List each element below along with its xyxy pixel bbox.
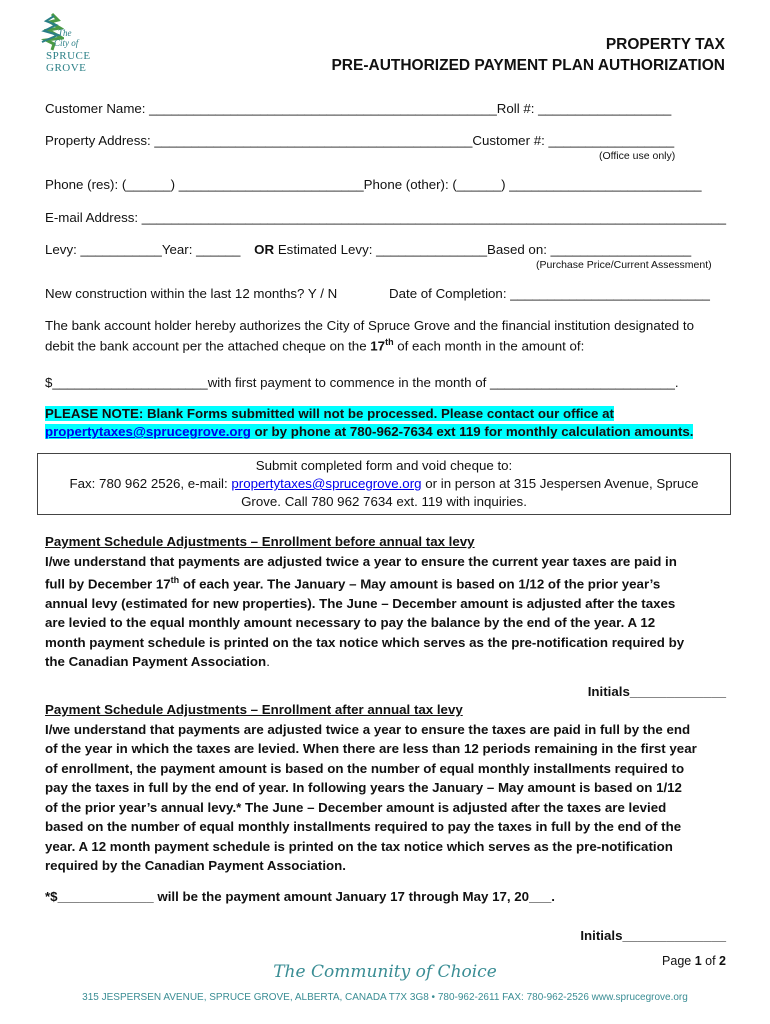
section-before-line2-start: full by December 17 <box>45 576 171 592</box>
section-before-line4: are levied to the equal monthly amount necessary to pay the balance by the end of the year. A 12 <box>45 615 656 631</box>
city-logo <box>40 12 96 76</box>
footer-address: 315 JESPERSEN AVENUE, SPRUCE GROVE, ALBERTA, CANADA T7X 3G8 • 780-962-2611 FAX: 780-962-2526 www.sprucegrove.org <box>82 992 688 1003</box>
levy-year-field[interactable]: Levy: ___________Year: ______ <box>45 242 241 257</box>
authorization-line2-end: of each month in the amount of: <box>393 338 585 354</box>
section-after-levy <box>45 700 729 876</box>
section-before-levy <box>45 532 729 672</box>
section-before-line2-sup: th <box>170 575 180 585</box>
title-property-tax: PROPERTY TAX <box>605 36 725 53</box>
section-before-line3: annual levy (estimated for new properties). The June – December amount is adjusted after the taxes <box>45 595 676 611</box>
please-note-line1: PLEASE NOTE: Blank Forms submitted will not be processed. Please contact our office at <box>45 406 614 421</box>
section-before-line5: month payment schedule is printed on the tax notice which serves as the pre-notification required by <box>45 634 685 650</box>
section-after-line2: of the year in which the taxes are levied. When there are less than 12 periods remaining in the first year <box>45 741 697 756</box>
footer-slogan: The Community of Choice <box>273 962 497 982</box>
section-after-line8: required by the Canadian Payment Association. <box>45 858 346 873</box>
page-label: Page <box>662 954 695 968</box>
section-before-line6-text: the Canadian Payment Association <box>45 654 267 670</box>
please-note <box>45 405 725 441</box>
section-after-line6: based on the number of equal monthly installments required to pay the taxes in full by the end of the <box>45 819 682 834</box>
section-after-line4: pay the taxes in full by the end of year. In following years the January – May amount is based on 1/12 <box>45 780 682 795</box>
page-total: 2 <box>719 954 726 968</box>
authorization-line1: The bank account holder hereby authorizes the City of Spruce Grove and the financial institution designated to <box>45 318 694 333</box>
logo-grove: GROVE <box>46 62 87 74</box>
page-current: 1 <box>694 954 702 968</box>
estimated-levy-field[interactable]: Estimated Levy: _______________Based on: ___________________ <box>277 242 692 257</box>
email-field[interactable]: E-mail Address: _______________________________________________________________________________ <box>45 210 727 225</box>
logo-the: The <box>58 28 72 38</box>
submit-line1: Submit completed form and void cheque to: <box>255 458 513 473</box>
customer-name-field[interactable]: Customer Name: _______________________________________________Roll #: __________________ <box>45 101 672 116</box>
initials-field-1[interactable]: Initials_____________ <box>587 684 726 699</box>
section-before-line2-end: of each year. The January – May amount is based on 1/12 of the prior year’s <box>179 576 661 592</box>
debit-day: 17 <box>370 338 386 354</box>
section-after-line7: year. A 12 month payment schedule is printed on the tax notice which serves as the pre-notification <box>45 838 673 854</box>
authorization-line2-start: debit the bank account per the attached cheque on the <box>45 338 371 354</box>
completion-date-field[interactable]: Date of Completion: ___________________________ <box>389 286 710 301</box>
section-after-heading: Payment Schedule Adjustments – Enrollment after annual tax levy <box>45 702 463 717</box>
phone-field[interactable]: Phone (res): (______) _________________________Phone (other): (______) __________________________ <box>45 177 702 192</box>
section-after-line3: of enrollment, the payment amount is based on the number of equal monthly installments required to <box>45 760 685 776</box>
levy-row[interactable] <box>45 242 691 257</box>
section-before-line6 <box>45 652 729 672</box>
please-note-line2: or by phone at 780-962-7634 ext 119 for monthly calculation amounts. <box>250 424 694 439</box>
initials-field-2[interactable]: Initials______________ <box>580 928 726 943</box>
logo-spruce: SPRUCE <box>46 50 91 62</box>
submit-email-link[interactable]: propertytaxes@sprucegrove.org <box>231 476 422 491</box>
submit-line2 <box>38 475 730 493</box>
submit-in-person: or in person at 315 Jespersen Avenue, Spruce <box>421 476 699 491</box>
section-before-line1: I/we understand that payments are adjusted twice a year to ensure the current year taxes are paid in <box>45 553 677 569</box>
new-construction-field[interactable]: New construction within the last 12 months? Y / N <box>45 286 338 301</box>
property-address-field[interactable]: Property Address: ___________________________________________Customer #: _________________ <box>45 133 675 148</box>
debit-day-suffix: th <box>385 337 394 347</box>
section-after-line5: of the prior year’s annual levy.* The June – December amount is adjusted after the taxes are levied <box>45 799 667 815</box>
logo-city-of: City of <box>54 38 79 48</box>
submit-fax: Fax: 780 962 2526, e-mail: <box>69 476 232 491</box>
purchase-price-note: (Purchase Price/Current Assessment) <box>536 259 712 271</box>
office-use-note: (Office use only) <box>599 150 676 162</box>
page-of: of <box>701 954 720 968</box>
levy-or-label: OR <box>254 242 275 257</box>
submit-instructions-box <box>37 453 731 515</box>
payment-amount-line[interactable]: *$_____________ will be the payment amount January 17 through May 17, 20___. <box>45 889 555 904</box>
notice-email-link[interactable]: propertytaxes@sprucegrove.org <box>45 424 251 439</box>
section-before-line2 <box>45 571 729 594</box>
section-after-line1: I/we understand that payments are adjusted twice a year to ensure the taxes are paid in full by the end <box>45 721 691 737</box>
submit-line3: Grove. Call 780 962 7634 ext. 119 with inquiries. <box>241 494 527 509</box>
amount-line[interactable]: $_____________________with first payment to commence in the month of _________________________. <box>45 375 679 390</box>
title-authorization: PRE-AUTHORIZED PAYMENT PLAN AUTHORIZATION <box>331 57 725 74</box>
section-before-heading: Payment Schedule Adjustments – Enrollment before annual tax levy <box>45 534 475 549</box>
authorization-line2 <box>45 337 584 353</box>
section-before-line6-end: . <box>266 654 270 670</box>
